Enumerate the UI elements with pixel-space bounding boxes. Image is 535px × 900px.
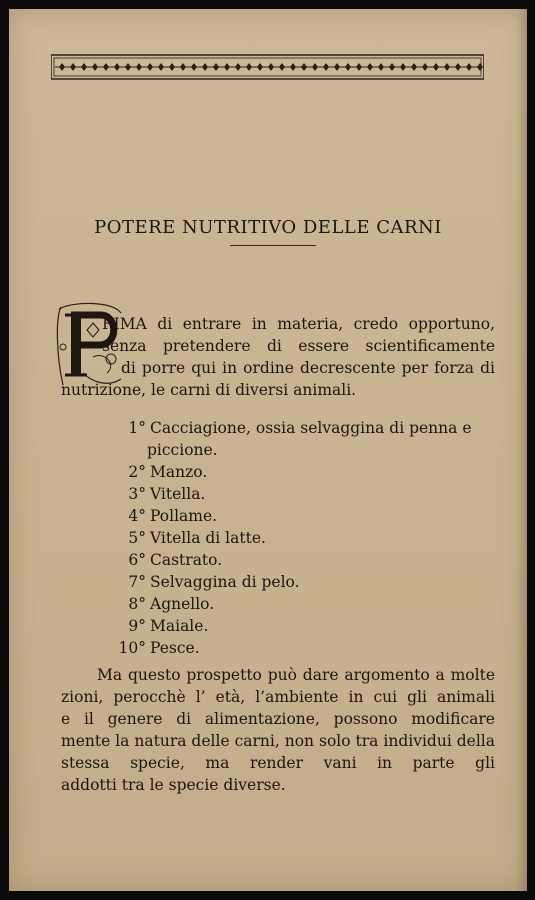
list-item <box>111 505 491 527</box>
list-item <box>111 417 491 439</box>
list-item-number: 1° <box>128 419 146 437</box>
list-item-text: Vitella di latte. <box>150 529 266 547</box>
list-item <box>111 571 491 593</box>
closing-line: Ma questo prospetto può dare argomento a molte <box>97 666 495 684</box>
list-item <box>111 637 491 659</box>
list-item <box>111 615 491 637</box>
closing-line: e il genere di alimentazione, possono modificare <box>61 710 495 728</box>
intro-line-1-text: di entrare in materia, credo opportuno, <box>157 315 495 333</box>
list-item-text: Cacciagione, ossia selvaggina di penna e <box>150 419 472 437</box>
list-item <box>111 461 491 483</box>
closing-line: addotti tra le specie diverse. <box>61 776 286 794</box>
list-item-number: 8° <box>128 595 146 613</box>
chapter-title: POTERE NUTRITIVO DELLE CARNI <box>94 217 442 239</box>
intro-line-1 <box>102 313 495 335</box>
list-item-number: 2° <box>128 463 146 481</box>
closing-line: mente la natura delle carni, non solo tra individui della <box>61 732 495 750</box>
book-page <box>9 9 527 891</box>
intro-paragraph-indented <box>121 357 495 379</box>
list-item-number: 5° <box>128 529 146 547</box>
ornament-border-icon <box>51 54 484 80</box>
meat-ranking-list <box>111 417 491 659</box>
list-item-text: Vitella. <box>150 485 206 503</box>
intro-paragraph <box>102 313 495 357</box>
list-item-number: 7° <box>128 573 146 591</box>
list-item <box>111 593 491 615</box>
intro-smallcaps: RIMA <box>102 315 147 333</box>
list-item-number: 4° <box>128 507 146 525</box>
list-item-text: Pesce. <box>150 639 200 657</box>
page-edge-shadow <box>517 9 527 891</box>
list-item-text: Selvaggina di pelo. <box>150 573 300 591</box>
list-item-text: Maiale. <box>150 617 209 635</box>
list-item-text: Pollame. <box>150 507 218 525</box>
list-item-number: 10° <box>118 639 146 657</box>
list-item-number: 6° <box>128 551 146 569</box>
list-item <box>111 483 491 505</box>
intro-line-2: senza pretendere di essere scientificamente <box>102 337 495 355</box>
intro-line-3: di porre qui in ordine decrescente per forza di <box>121 359 495 377</box>
list-item-text: Castrato. <box>150 551 223 569</box>
list-item-number: 9° <box>128 617 146 635</box>
closing-paragraph <box>61 664 495 796</box>
list-item <box>111 527 491 549</box>
list-item-text: Agnello. <box>150 595 215 613</box>
intro-paragraph-tail <box>61 379 495 401</box>
list-item-number: 3° <box>128 485 146 503</box>
list-item-continuation: piccione. <box>147 441 218 459</box>
title-underline <box>230 245 316 246</box>
list-item <box>111 549 491 571</box>
decorative-header-band <box>51 54 484 80</box>
list-item-text: Manzo. <box>150 463 208 481</box>
intro-line-4: nutrizione, le carni di diversi animali. <box>61 381 357 399</box>
closing-line: zioni, perocchè l’ età, l’ambiente in cui gli animali <box>61 688 495 706</box>
closing-line: stessa specie, ma render vani in parte gli <box>61 754 495 772</box>
